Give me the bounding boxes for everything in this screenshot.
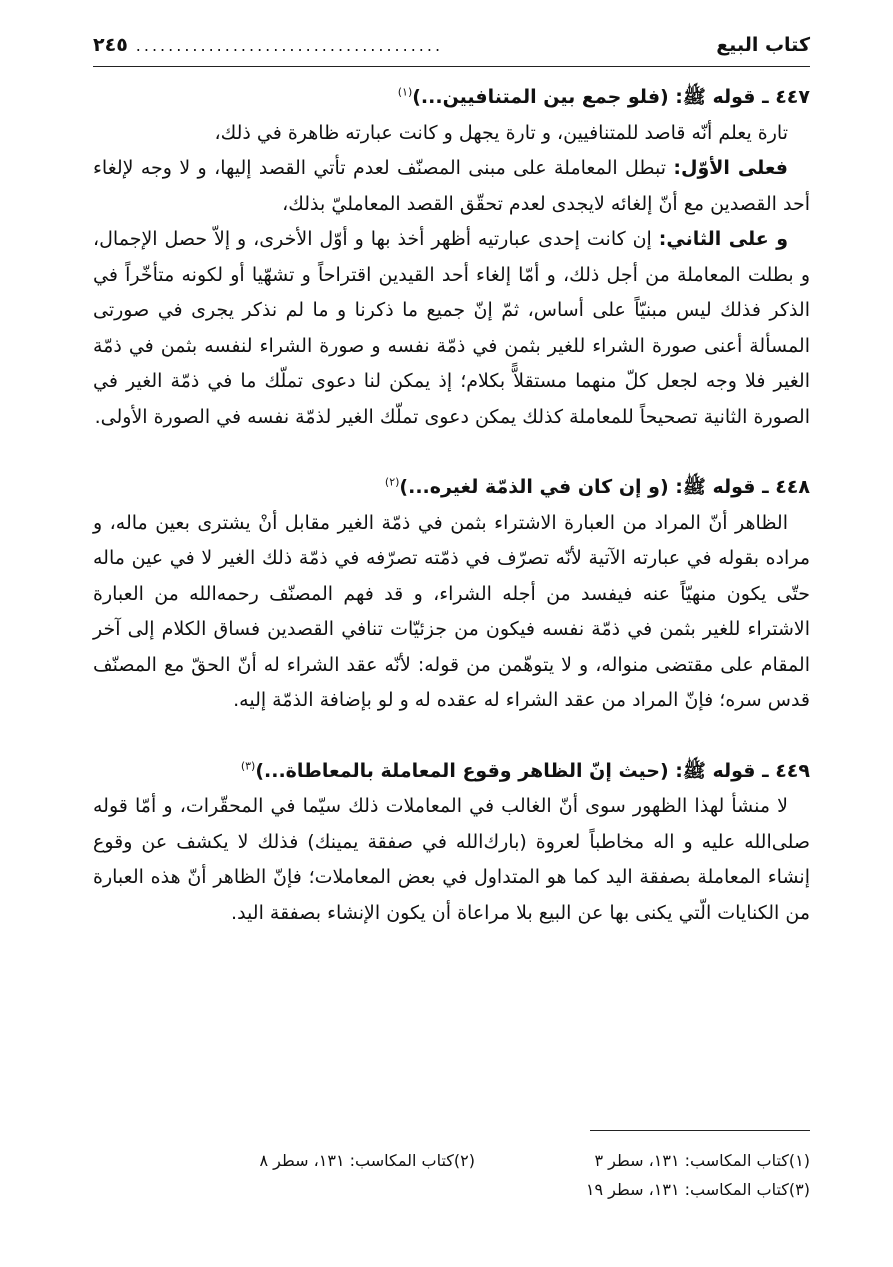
entry-447 bbox=[93, 80, 810, 435]
main-text bbox=[93, 80, 810, 931]
leader-dots: ...................................... bbox=[135, 35, 444, 55]
footnote-1 bbox=[475, 1146, 810, 1175]
paragraph bbox=[93, 506, 810, 719]
footnote-2 bbox=[140, 1146, 475, 1175]
footnote-marker: (٢) bbox=[453, 1151, 475, 1170]
paragraph-lead: فعلى الأوّل: bbox=[673, 157, 788, 179]
footnote-3 bbox=[475, 1175, 810, 1204]
entry-title-text: ٤٤٧ ـ قوله ﷺ: (فلو جمع بين المتنافيين...) bbox=[412, 86, 810, 108]
paragraph bbox=[93, 789, 810, 931]
footnote-reference: (٢) bbox=[384, 475, 400, 489]
entry-449 bbox=[93, 754, 810, 932]
page-number: ٢٤٥ bbox=[93, 34, 128, 56]
paragraph bbox=[93, 116, 810, 152]
paragraph-text: إن كانت إحدى عبارتيه أظهر أخذ بها و أوّل الأخرى، و إلاّ حصل الإجمال، و بطلت المعاملة من أجل ذلك، و أمّا إلغاء أحد القيدين اقتراحاً و تشهّيا أو لكونه متأخّراً في الذكر فذلك ليس مبنيّاً على أساس، ثمّ إنّ جميع ما ذكرنا و ما لم نذكر يجرى في صورتى المسألة أعنى صورة الشراء للغير بثمن في ذمّة نفسه و صورة الشراء لنفسه بثمن في ذمّة الغير فلا وجه لجعل كلّ منهما مستقلاًّ بكلام؛ إذ يمكن لنا دعوى تملّك ما في ذمّة الغير في الصورة الثانية تصحيحاً للمعاملة كذلك يمكن دعوى تملّك الغير لذمّة نفسه في الصورة الأولى. bbox=[93, 228, 810, 428]
footnote-rule bbox=[590, 1130, 810, 1131]
footnote-text: كتاب المكاسب: ١٣١، سطر ٣ bbox=[594, 1151, 789, 1170]
paragraph-text: تبطل المعاملة على مبنى المصنّف لعدم تأتي القصد إليها، و لا وجه لإلغاء أحد القصدين مع أنّ إلغائه لايجدى لعدم تحقّق القصد المعامليّ بذلك، bbox=[93, 157, 810, 215]
header-rule bbox=[93, 66, 810, 67]
footnote-row bbox=[140, 1175, 810, 1204]
entry-title bbox=[93, 470, 810, 506]
footnote-marker: (١) bbox=[788, 1151, 810, 1170]
footnote-text: كتاب المكاسب: ١٣١، سطر ١٩ bbox=[585, 1180, 789, 1199]
book-title: كتاب البيع bbox=[716, 34, 810, 56]
footnote-marker: (٣) bbox=[788, 1180, 810, 1199]
paragraph bbox=[93, 151, 810, 222]
paragraph-text: تارة يعلم أنّه قاصد للمتنافيين، و تارة يجهل و كانت عبارته ظاهرة في ذلك، bbox=[214, 121, 788, 144]
entry-title-text: ٤٤٩ ـ قوله ﷺ: (حيث إنّ الظاهر وقوع المعاملة بالمعاطاة...) bbox=[255, 759, 810, 782]
entry-title bbox=[93, 754, 810, 790]
paragraph-text: لا منشأ لهذا الظهور سوى أنّ الغالب في المعاملات ذلك سيّما في المحقّرات، و أمّا قوله صلى‌الله عليه و اله مخاطباً لعروة (بارك‌الله في صفقة يمينك) فذلك لا يكشف عن وقوع إنشاء المعاملة بصفقة اليد كما هو المتداول في بعض المعاملات؛ فإنّ الظاهر أنّ هذه العبارة من الكنايات الّتي يكنى بها عن البيع بلا مراعاة أن يكون الإنشاء بصفقة اليد. bbox=[93, 795, 810, 924]
entry-448 bbox=[93, 470, 810, 719]
footnote-reference: (١) bbox=[397, 85, 413, 99]
footnote-row bbox=[140, 1146, 810, 1175]
footnote-reference: (٣) bbox=[240, 759, 256, 773]
paragraph-text: الظاهر أنّ المراد من العبارة الاشتراء بثمن في ذمّة الغير مقابل أنْ يشترى بعين ماله، و مراده بقوله في عبارته الآتية لأنّه تصرّف في ذمّته تصرّفه في ذمّة ذلك الغير لا في عين ماله حتّى يكون منهيّاً عنه فيفسد من أجله الشراء، و قد فهم المصنّف رحمه‌الله من العبارة الاشتراء للغير بثمن في ذمّة نفسه فيكون من جزئيّات تنافي القصدين فساق الكلام إلى آخر المقام على مقتضى منواله، و لا يتوهّمن من قوله: لأنّه عقد الشراء له أنّ الحقّ مع المصنّف قدس سره؛ فإنّ المراد من عقد الشراء له عقده له و لو بإضافة الذمّة إليه. bbox=[93, 511, 810, 711]
running-header bbox=[93, 30, 810, 60]
paragraph bbox=[93, 222, 810, 435]
footnote-text: كتاب المكاسب: ١٣١، سطر ٨ bbox=[259, 1151, 454, 1170]
footnotes bbox=[140, 1146, 810, 1204]
entry-title-text: ٤٤٨ ـ قوله ﷺ: (و إن كان في الذمّة لغيره...) bbox=[399, 476, 810, 498]
entry-title bbox=[93, 80, 810, 116]
paragraph-lead: و على الثاني: bbox=[658, 228, 789, 250]
